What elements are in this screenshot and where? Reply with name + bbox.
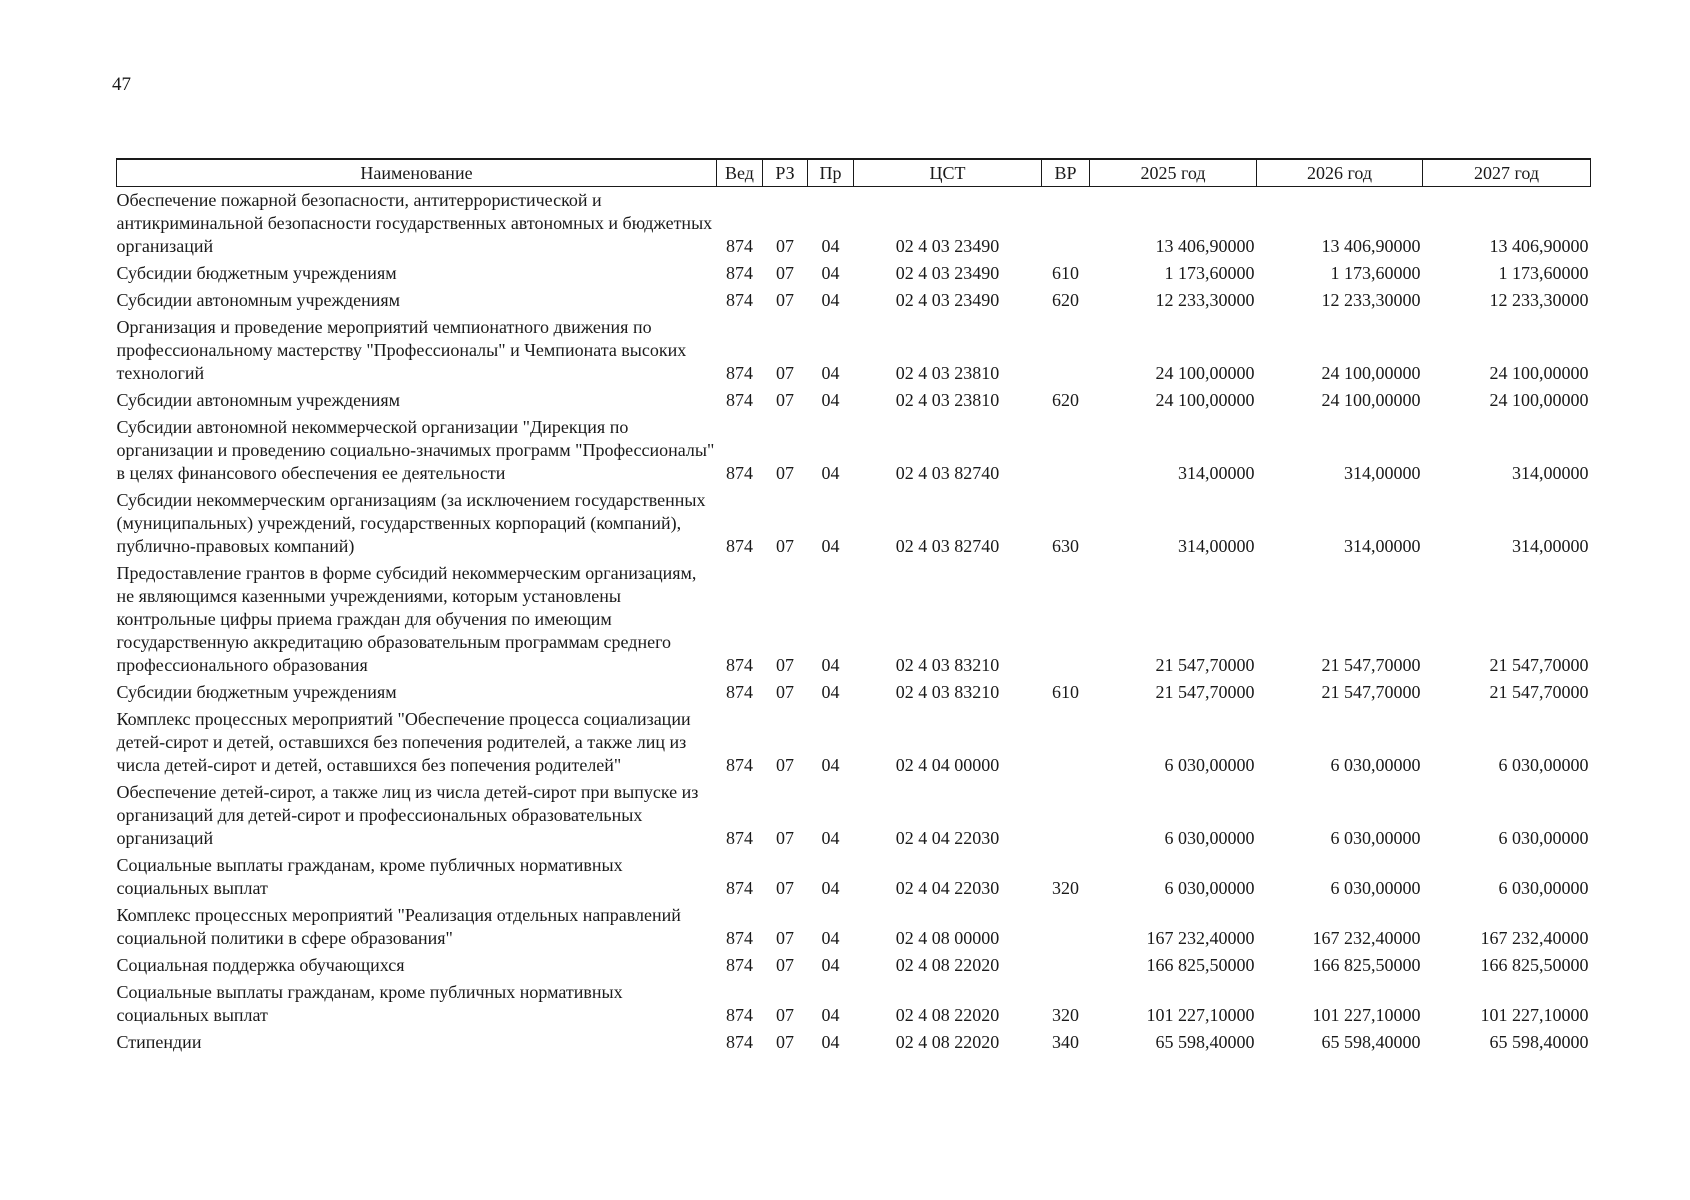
row-rz: 07: [776, 390, 794, 410]
row-amount-2025: 6 030,00000: [1164, 878, 1255, 898]
row-rz: 07: [776, 463, 794, 483]
row-ved: 874: [726, 828, 753, 848]
row-vr: 320: [1052, 878, 1079, 898]
row-cst: 02 4 08 22020: [895, 1032, 1000, 1052]
row-rz: 07: [776, 1032, 794, 1052]
row-pr: 04: [821, 828, 840, 848]
row-rz: 07: [776, 928, 794, 948]
row-ved: 874: [726, 263, 753, 283]
row-vr: 340: [1052, 1032, 1079, 1052]
row-amount-2027: 166 825,50000: [1480, 955, 1589, 975]
row-cst: 02 4 03 83210: [895, 655, 1000, 675]
row-name: Обеспечение детей-сирот, а также лиц из числа детей-сирот при выпуске из организаций для детей-сирот и профессиональных образовательных организаций: [116, 782, 699, 848]
row-ved: 874: [726, 955, 753, 975]
row-vr: 610: [1052, 263, 1079, 283]
row-amount-2025: 21 547,70000: [1155, 682, 1255, 702]
row-pr: 04: [821, 236, 840, 256]
row-name: Социальные выплаты гражданам, кроме публичных нормативных социальных выплат: [116, 855, 623, 898]
table-row: [117, 560, 1591, 679]
row-amount-2025: 12 233,30000: [1155, 290, 1255, 310]
row-pr: 04: [821, 878, 840, 898]
row-ved: 874: [726, 655, 753, 675]
row-amount-2026: 314,00000: [1344, 536, 1421, 556]
table-row: [117, 414, 1591, 487]
row-vr: 620: [1052, 290, 1079, 310]
row-cst: 02 4 08 22020: [895, 1005, 1000, 1025]
table-row: [117, 979, 1591, 1029]
row-vr: [1042, 560, 1090, 679]
row-ved: 874: [726, 290, 753, 310]
row-amount-2026: 6 030,00000: [1330, 828, 1421, 848]
table-row: [117, 779, 1591, 852]
row-amount-2026: 21 547,70000: [1321, 682, 1421, 702]
row-pr: 04: [821, 363, 840, 383]
row-amount-2026: 6 030,00000: [1330, 878, 1421, 898]
header-2026: 2026 год: [1257, 159, 1423, 187]
row-amount-2027: 6 030,00000: [1498, 878, 1589, 898]
header-cst: ЦСТ: [854, 159, 1042, 187]
row-name: Социальные выплаты гражданам, кроме публичных нормативных социальных выплат: [116, 982, 623, 1025]
row-amount-2026: 167 232,40000: [1312, 928, 1421, 948]
header-2027: 2027 год: [1423, 159, 1591, 187]
row-vr: 610: [1052, 682, 1079, 702]
row-name: Субсидии некоммерческим организациям (за исключением государственных (муниципальных) учреждений, государственных корпораций (компаний), публично-правовых компаний): [116, 490, 706, 556]
header-pr: Пр: [808, 159, 854, 187]
row-rz: 07: [776, 236, 794, 256]
table-row: [117, 1029, 1591, 1056]
row-amount-2027: 314,00000: [1512, 536, 1589, 556]
table-row: [117, 187, 1591, 261]
row-rz: 07: [776, 536, 794, 556]
row-cst: 02 4 03 23810: [895, 363, 1000, 383]
row-name: Субсидии автономным учреждениям: [116, 390, 401, 410]
row-amount-2025: 6 030,00000: [1164, 755, 1255, 775]
table-row: [117, 314, 1591, 387]
row-amount-2027: 13 406,90000: [1489, 236, 1589, 256]
row-cst: 02 4 03 83210: [895, 682, 1000, 702]
row-vr: [1042, 187, 1090, 261]
row-amount-2027: 12 233,30000: [1489, 290, 1589, 310]
row-vr: [1042, 952, 1090, 979]
row-name: Субсидии бюджетным учреждениям: [116, 263, 397, 283]
row-pr: 04: [821, 263, 840, 283]
row-rz: 07: [776, 878, 794, 898]
row-amount-2026: 24 100,00000: [1321, 390, 1421, 410]
row-amount-2027: 24 100,00000: [1489, 390, 1589, 410]
row-pr: 04: [821, 1032, 840, 1052]
row-amount-2025: 167 232,40000: [1146, 928, 1255, 948]
row-vr: 630: [1052, 536, 1079, 556]
row-rz: 07: [776, 363, 794, 383]
row-ved: 874: [726, 1005, 753, 1025]
table-row: [117, 260, 1591, 287]
row-amount-2027: 65 598,40000: [1489, 1032, 1589, 1052]
row-vr: [1042, 314, 1090, 387]
table-row: [117, 902, 1591, 952]
row-amount-2027: 167 232,40000: [1480, 928, 1589, 948]
table-body: [117, 187, 1591, 1057]
row-amount-2027: 101 227,10000: [1480, 1005, 1589, 1025]
header-ved: Вед: [717, 159, 763, 187]
row-cst: 02 4 03 23490: [895, 290, 1000, 310]
row-rz: 07: [776, 828, 794, 848]
row-pr: 04: [821, 390, 840, 410]
row-rz: 07: [776, 682, 794, 702]
row-amount-2025: 13 406,90000: [1155, 236, 1255, 256]
row-pr: 04: [821, 928, 840, 948]
table-row: [117, 679, 1591, 706]
table-row: [117, 487, 1591, 560]
row-amount-2027: 24 100,00000: [1489, 363, 1589, 383]
row-amount-2026: 13 406,90000: [1321, 236, 1421, 256]
row-amount-2026: 1 173,60000: [1330, 263, 1421, 283]
row-amount-2025: 314,00000: [1178, 536, 1255, 556]
row-ved: 874: [726, 928, 753, 948]
row-amount-2026: 6 030,00000: [1330, 755, 1421, 775]
row-amount-2026: 65 598,40000: [1321, 1032, 1421, 1052]
row-amount-2025: 101 227,10000: [1146, 1005, 1255, 1025]
row-name: Субсидии автономной некоммерческой организации "Дирекция по организации и проведению социально-значимых программ "Профессионалы" в целях финансового обеспечения ее деятельности: [116, 417, 715, 483]
row-amount-2027: 21 547,70000: [1489, 682, 1589, 702]
row-ved: 874: [726, 878, 753, 898]
row-ved: 874: [726, 390, 753, 410]
header-rz: РЗ: [763, 159, 808, 187]
row-rz: 07: [776, 290, 794, 310]
row-name: Обеспечение пожарной безопасности, антитеррористической и антикриминальной безопасности государственных автономных и бюджетных организаций: [116, 190, 713, 256]
row-name: Комплекс процессных мероприятий "Обеспечение процесса социализации детей-сирот и детей, оставшихся без попечения родителей, а также лиц из числа детей-сирот и детей, оставшихся без попечения родителей": [116, 709, 691, 775]
row-cst: 02 4 08 22020: [895, 955, 1000, 975]
row-amount-2025: 1 173,60000: [1164, 263, 1255, 283]
row-amount-2026: 166 825,50000: [1312, 955, 1421, 975]
row-vr: [1042, 902, 1090, 952]
row-ved: 874: [726, 536, 753, 556]
row-ved: 874: [726, 682, 753, 702]
row-amount-2025: 166 825,50000: [1146, 955, 1255, 975]
row-name: Субсидии бюджетным учреждениям: [116, 682, 397, 702]
row-amount-2026: 21 547,70000: [1321, 655, 1421, 675]
header-2025: 2025 год: [1090, 159, 1257, 187]
row-name: Предоставление грантов в форме субсидий некоммерческим организациям, не являющимся казенными учреждениями, которым установлены контрольные цифры приема граждан для обучения по имеющим государственную аккредитацию образовательным программам среднего профессионального образования: [116, 563, 697, 675]
row-rz: 07: [776, 655, 794, 675]
row-cst: 02 4 04 00000: [895, 755, 1000, 775]
row-pr: 04: [821, 682, 840, 702]
table-row: [117, 706, 1591, 779]
row-amount-2027: 6 030,00000: [1498, 828, 1589, 848]
row-amount-2025: 314,00000: [1178, 463, 1255, 483]
row-rz: 07: [776, 755, 794, 775]
row-rz: 07: [776, 955, 794, 975]
row-amount-2026: 24 100,00000: [1321, 363, 1421, 383]
row-ved: 874: [726, 463, 753, 483]
page-number: 47: [112, 74, 131, 95]
row-cst: 02 4 03 23490: [895, 236, 1000, 256]
row-amount-2026: 101 227,10000: [1312, 1005, 1421, 1025]
row-amount-2027: 1 173,60000: [1498, 263, 1589, 283]
row-name: Организация и проведение мероприятий чемпионатного движения по профессиональному мастерству "Профессионалы" и Чемпионата высоких технологий: [116, 317, 687, 383]
row-cst: 02 4 08 00000: [895, 928, 1000, 948]
table-row: [117, 952, 1591, 979]
row-pr: 04: [821, 655, 840, 675]
row-vr: 620: [1052, 390, 1079, 410]
row-amount-2025: 6 030,00000: [1164, 828, 1255, 848]
row-pr: 04: [821, 1005, 840, 1025]
table-header: [117, 159, 1591, 187]
row-amount-2025: 21 547,70000: [1155, 655, 1255, 675]
row-amount-2027: 314,00000: [1512, 463, 1589, 483]
row-name: Субсидии автономным учреждениям: [116, 290, 401, 310]
table-row: [117, 387, 1591, 414]
row-cst: 02 4 03 23810: [895, 390, 1000, 410]
row-ved: 874: [726, 1032, 753, 1052]
table-row: [117, 852, 1591, 902]
row-amount-2025: 24 100,00000: [1155, 390, 1255, 410]
row-name: Стипендии: [116, 1032, 202, 1052]
row-amount-2026: 12 233,30000: [1321, 290, 1421, 310]
row-name: Комплекс процессных мероприятий "Реализация отдельных направлений социальной политики в сфере образования": [116, 905, 681, 948]
row-cst: 02 4 03 82740: [895, 536, 1000, 556]
header-vr: ВР: [1042, 159, 1090, 187]
row-cst: 02 4 03 82740: [895, 463, 1000, 483]
row-ved: 874: [726, 755, 753, 775]
row-ved: 874: [726, 236, 753, 256]
row-vr: [1042, 414, 1090, 487]
row-vr: [1042, 779, 1090, 852]
header-name: Наименование: [117, 159, 717, 187]
row-name: Социальная поддержка обучающихся: [116, 955, 405, 975]
row-vr: 320: [1052, 1005, 1079, 1025]
row-cst: 02 4 03 23490: [895, 263, 1000, 283]
table-row: [117, 287, 1591, 314]
budget-table: [116, 158, 1591, 1056]
row-rz: 07: [776, 1005, 794, 1025]
row-amount-2027: 6 030,00000: [1498, 755, 1589, 775]
row-pr: 04: [821, 463, 840, 483]
row-pr: 04: [821, 290, 840, 310]
row-cst: 02 4 04 22030: [895, 828, 1000, 848]
row-amount-2025: 65 598,40000: [1155, 1032, 1255, 1052]
row-pr: 04: [821, 536, 840, 556]
row-pr: 04: [821, 955, 840, 975]
row-amount-2027: 21 547,70000: [1489, 655, 1589, 675]
row-rz: 07: [776, 263, 794, 283]
row-amount-2025: 24 100,00000: [1155, 363, 1255, 383]
row-pr: 04: [821, 755, 840, 775]
row-vr: [1042, 706, 1090, 779]
row-ved: 874: [726, 363, 753, 383]
row-amount-2026: 314,00000: [1344, 463, 1421, 483]
row-cst: 02 4 04 22030: [895, 878, 1000, 898]
